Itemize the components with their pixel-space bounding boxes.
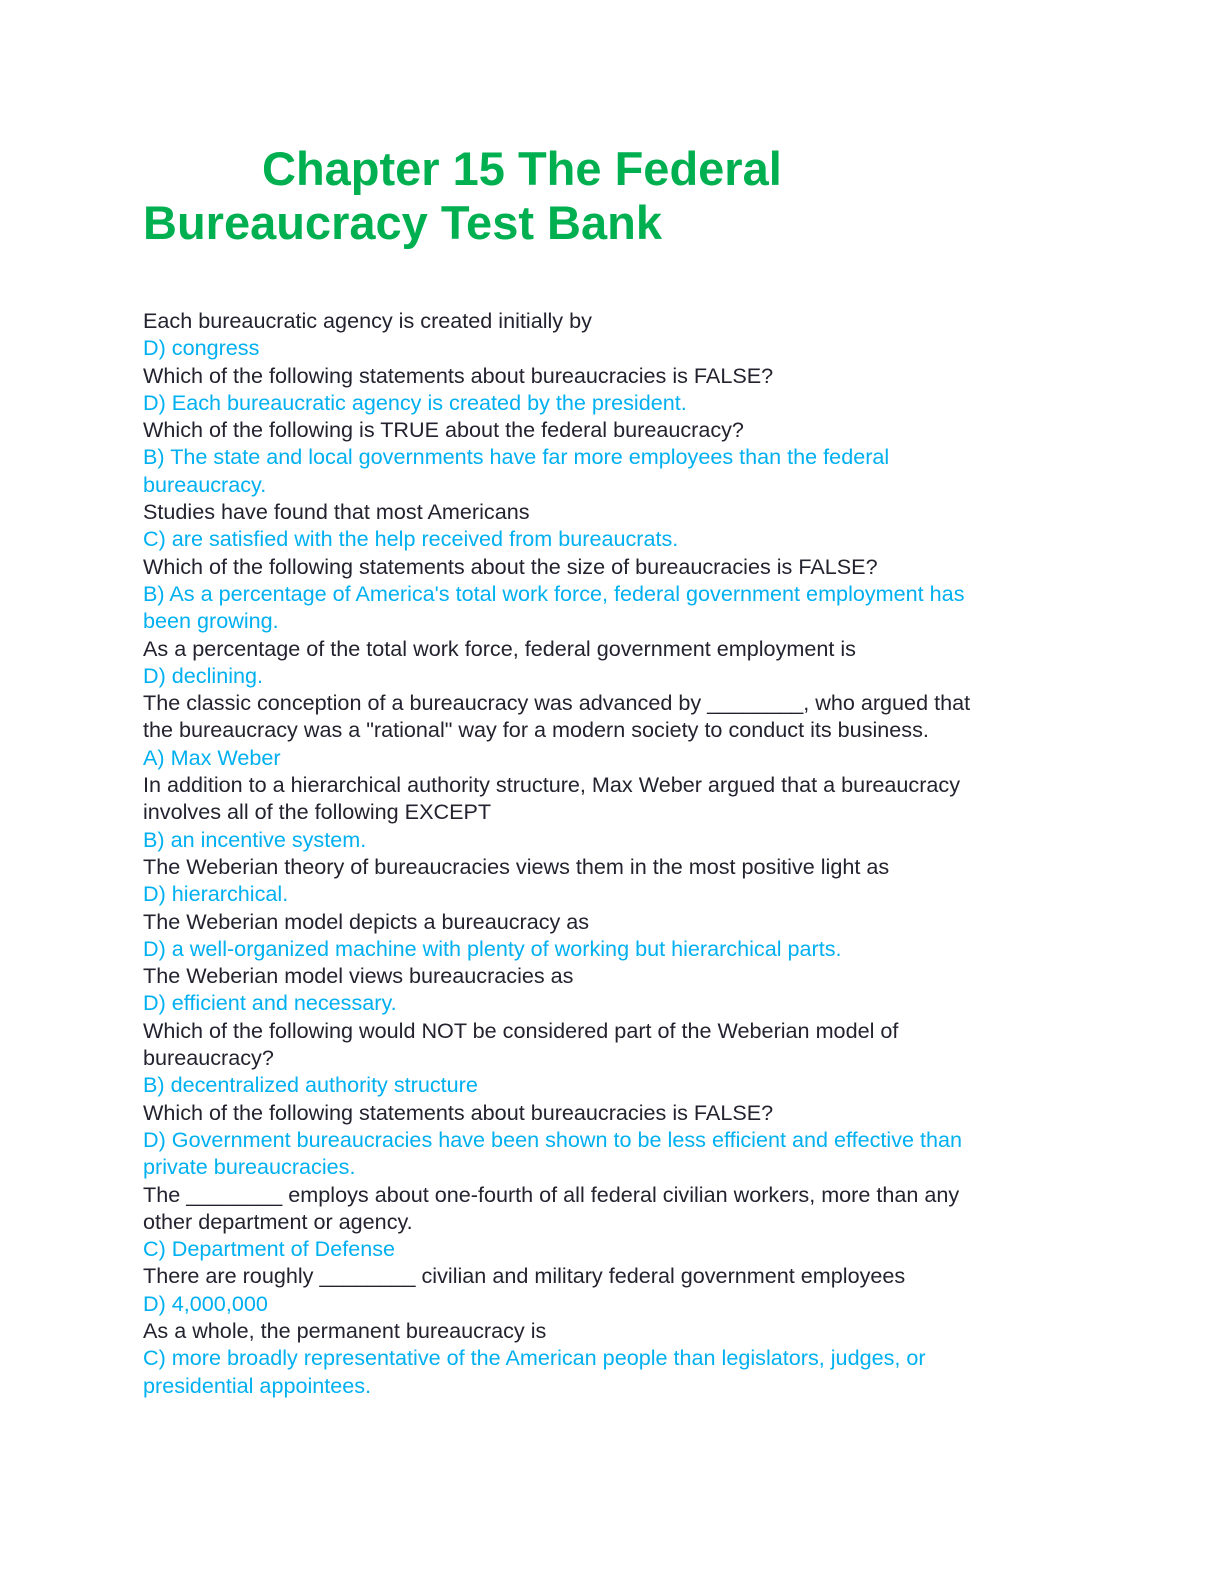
question-line: bureaucracy? — [143, 1045, 274, 1071]
question — [143, 853, 970, 880]
document-title — [143, 142, 782, 250]
question-line: There are roughly ________ civilian and military federal government employees — [143, 1263, 906, 1289]
question — [143, 362, 970, 389]
answer-line: D) a well-organized machine with plenty of working but hierarchical parts. — [143, 935, 842, 961]
answer — [143, 1290, 970, 1317]
answer-line: presidential appointees. — [143, 1372, 372, 1398]
question-line: The Weberian theory of bureaucracies views them in the most positive light as — [143, 853, 890, 879]
question-line: Each bureaucratic agency is created initially by — [143, 308, 592, 333]
answer-line: B) an incentive system. — [143, 826, 367, 852]
answer-line: A) Max Weber — [143, 744, 281, 770]
question — [143, 908, 970, 935]
answer — [143, 525, 970, 552]
qa-item — [143, 635, 970, 690]
qa-item — [143, 771, 970, 853]
answer-line: C) Department of Defense — [143, 1236, 396, 1262]
answer-line: been growing. — [143, 608, 279, 634]
answer — [143, 1071, 970, 1098]
qa-item — [143, 853, 970, 908]
answer-line: C) are satisfied with the help received from bureaucrats. — [143, 526, 679, 552]
question-line: other department or agency. — [143, 1208, 413, 1234]
answer-line: private bureaucracies. — [143, 1154, 356, 1180]
question — [143, 1017, 970, 1072]
answer — [143, 880, 970, 907]
question-line: As a whole, the permanent bureaucracy is — [143, 1317, 547, 1343]
qa-item — [143, 1262, 970, 1317]
answer — [143, 1235, 970, 1262]
answer-line: C) more broadly representative of the American people than legislators, judges, or — [143, 1345, 926, 1371]
answer-line: D) 4,000,000 — [143, 1290, 268, 1316]
question-line: Which of the following would NOT be considered part of the Weberian model of — [143, 1017, 899, 1043]
question — [143, 498, 970, 525]
qa-item — [143, 498, 970, 553]
qa-item — [143, 908, 970, 963]
answer — [143, 389, 970, 416]
question-line: Which of the following is TRUE about the federal bureaucracy? — [143, 417, 744, 443]
question-line: Studies have found that most Americans — [143, 499, 530, 525]
answer-line: D) Government bureaucracies have been shown to be less efficient and effective than — [143, 1126, 963, 1152]
answer-line: D) hierarchical. — [143, 881, 289, 907]
answer — [143, 443, 970, 498]
answer-line: B) decentralized authority structure — [143, 1072, 478, 1098]
answer — [143, 1126, 970, 1181]
qa-item — [143, 1017, 970, 1099]
question — [143, 1262, 970, 1289]
answer — [143, 580, 970, 635]
answer — [143, 744, 970, 771]
title-line-2: Bureaucracy Test Bank — [143, 196, 662, 249]
answer-line: B) As a percentage of America's total work force, federal government employment has — [143, 580, 965, 606]
question — [143, 771, 970, 826]
answer-line: D) Each bureaucratic agency is created by the president. — [143, 389, 687, 415]
qa-item — [143, 307, 970, 362]
question — [143, 1099, 970, 1126]
qa-item — [143, 1181, 970, 1263]
question — [143, 307, 970, 334]
question — [143, 635, 970, 662]
answer — [143, 826, 970, 853]
answer — [143, 1344, 970, 1399]
question — [143, 689, 970, 744]
question-line: the bureaucracy was a "rational" way for a modern society to conduct its business. — [143, 717, 929, 743]
qa-item — [143, 962, 970, 1017]
question-line: The ________ employs about one-fourth of all federal civilian workers, more than any — [143, 1181, 960, 1207]
answer — [143, 935, 970, 962]
title-line-1: Chapter 15 The Federal — [262, 142, 782, 195]
qa-item — [143, 1317, 970, 1399]
qa-item — [143, 362, 970, 417]
question-line: The Weberian model views bureaucracies as — [143, 963, 574, 989]
question — [143, 1181, 970, 1236]
answer — [143, 334, 970, 361]
answer — [143, 662, 970, 689]
question-line: Which of the following statements about bureaucracies is FALSE? — [143, 1099, 774, 1125]
answer-line: B) The state and local governments have far more employees than the federal — [143, 444, 890, 470]
question — [143, 416, 970, 443]
answer-line: D) congress — [143, 335, 260, 361]
question-line: Which of the following statements about the size of bureaucracies is FALSE? — [143, 553, 878, 579]
question — [143, 1317, 970, 1344]
answer-line: bureaucracy. — [143, 471, 267, 497]
answer — [143, 989, 970, 1016]
question-line: The Weberian model depicts a bureaucracy as — [143, 908, 590, 934]
question-line: In addition to a hierarchical authority structure, Max Weber argued that a bureaucracy — [143, 772, 960, 798]
question-line: Which of the following statements about bureaucracies is FALSE? — [143, 362, 774, 388]
answer-line: D) efficient and necessary. — [143, 990, 397, 1016]
question-line: involves all of the following EXCEPT — [143, 799, 492, 825]
answer-line: D) declining. — [143, 662, 264, 688]
qa-item — [143, 1099, 970, 1181]
qa-item — [143, 553, 970, 635]
question-line: As a percentage of the total work force, federal government employment is — [143, 635, 856, 661]
question — [143, 962, 970, 989]
qa-item — [143, 416, 970, 498]
question — [143, 553, 970, 580]
qa-item — [143, 689, 970, 771]
question-answer-list — [143, 307, 970, 1399]
question-line: The classic conception of a bureaucracy was advanced by ________, who argued that — [143, 690, 971, 716]
